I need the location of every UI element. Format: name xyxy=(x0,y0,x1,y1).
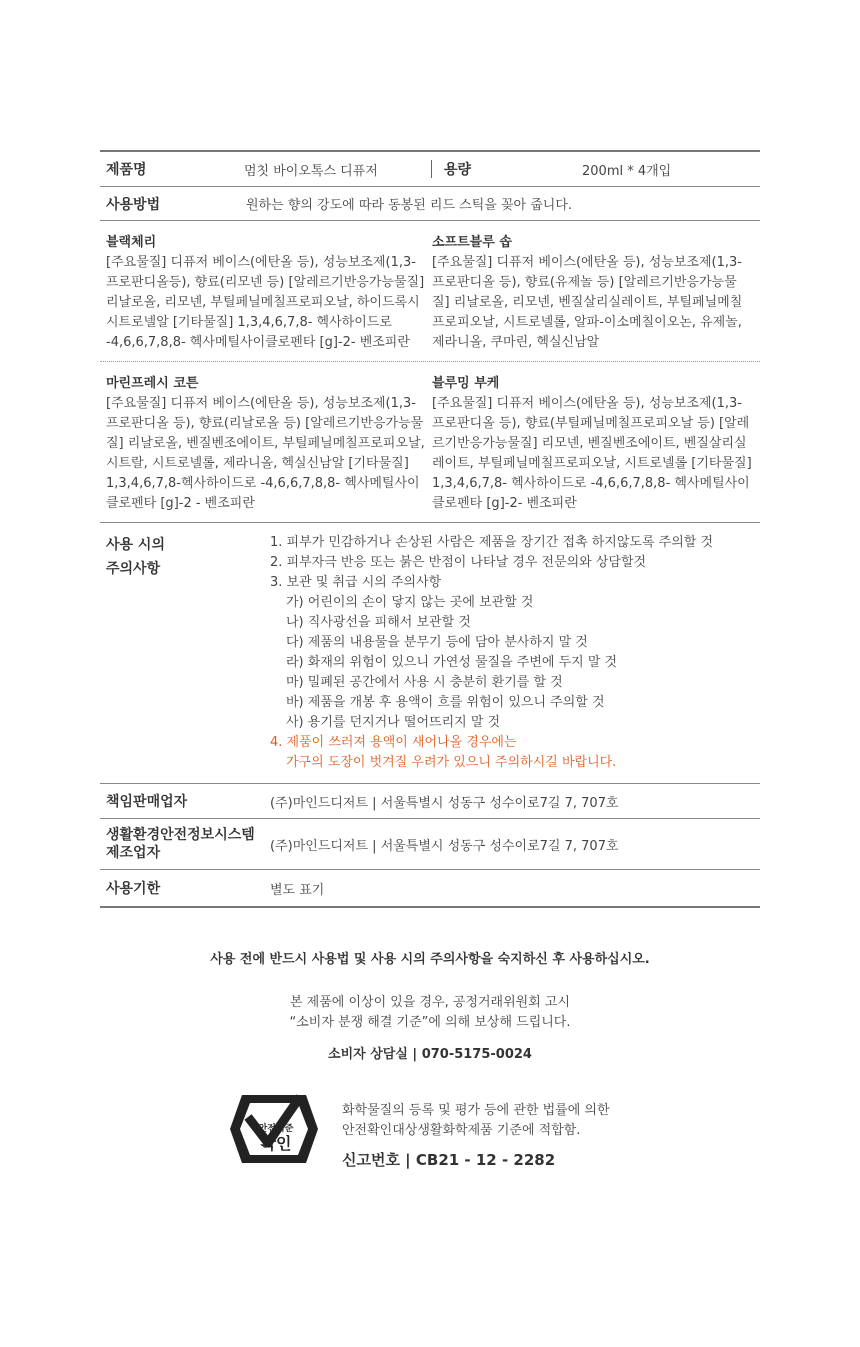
certification-line: 안전확인대상생활화학제품 기준에 적합함. xyxy=(342,1123,581,1138)
caution-list xyxy=(270,533,713,773)
ingredient-block-blooming-bouquet xyxy=(428,374,754,514)
product-info-table xyxy=(100,150,760,908)
caution-row xyxy=(100,523,760,784)
maker-value: (주)마인드디저트 | 서울특별시 성동구 성수이로7길 7, 707호 xyxy=(270,838,619,854)
ingredient-block-black-cherry xyxy=(106,233,428,353)
compensation-line: 본 제품에 이상이 있을 경우, 공정거래위원회 고시 xyxy=(289,995,571,1010)
maker-label-line: 제조업자 xyxy=(106,845,161,861)
badge-caption: 안전기준 xyxy=(258,1124,294,1134)
compensation-notice xyxy=(0,993,860,1033)
seller-row xyxy=(100,784,760,819)
certification-block xyxy=(228,1091,648,1171)
expiry-label: 사용기한 xyxy=(106,881,161,897)
certification-text xyxy=(342,1101,610,1141)
caution-sub-item: 바) 제품을 개봉 후 용액이 흐를 위험이 있으니 주의할 것 xyxy=(286,695,605,710)
caution-sub-item: 나) 직사광선을 피해서 보관할 것 xyxy=(286,615,471,630)
caution-item: 2. 피부자극 반응 또는 붉은 반점이 나타날 경우 전문의와 상담할것 xyxy=(270,555,647,570)
caution-sub-item: 사) 용기를 던지거나 떨어뜨리지 말 것 xyxy=(286,715,501,730)
product-name-value: 멈칫 바이오톡스 디퓨저 xyxy=(244,163,378,179)
ingredient-name: 블루밍 부케 xyxy=(432,376,500,391)
ingredient-list: [주요물질] 디퓨저 베이스(에탄올 등), 성능보조제(1,3-프로판디올 등), 향료(리날로올 등) [알레르기반응가능물질] 리날로올, 벤질벤조에이트, 부틸페닐메칠프로피오날, 시트랄, 시트로넬롤, 제라니올, 헥실신남알 [기타물질] 1,3,4,6,7,8-헥사하이드로 -4,6,6,7,8,8- 헥사메틸사이클로펜타 [g]-2 - 벤조피란 xyxy=(106,396,425,511)
product-name-label: 제품명 xyxy=(106,162,147,178)
caution-sub-item: 마) 밀폐된 공간에서 사용 시 충분히 환기를 할 것 xyxy=(286,675,563,690)
ingredient-name: 블랙체리 xyxy=(106,235,157,250)
usage-notice: 사용 전에 반드시 사용법 및 사용 시의 주의사항을 숙지하신 후 사용하십시오. xyxy=(210,952,650,967)
compensation-line: “소비자 분쟁 해결 기준”에 의해 보상해 드립니다. xyxy=(289,1015,571,1030)
usage-row xyxy=(100,187,760,221)
ingredients-row xyxy=(100,362,760,522)
ingredients-section xyxy=(100,221,760,523)
caution-label xyxy=(100,533,270,773)
ingredient-list: [주요물질] 디퓨저 베이스(에탄올 등), 성능보조제(1,3-프로판디올 등), 향료(부틸페닐메칠프로피오날 등) [알레르기반응가능물질] 리모넨, 벤질벤조에이트, 벤질살리실레이트, 부틸페닐메칠프로피오날, 시트로넬롤 [기타물질] 1,3,4,6,7,8- 헥사하이드로 -4,6,6,7,8,8- 헥사메틸사이클로펜타 [g]-2- 벤조피란 xyxy=(432,396,752,511)
caution-warning: 가구의 도장이 벗겨질 우려가 있으니 주의하시길 바랍니다. xyxy=(286,755,617,770)
ingredients-row xyxy=(100,221,760,362)
product-name-row xyxy=(100,150,760,187)
ingredient-list: [주요물질] 디퓨저 베이스(에탄올 등), 성능보조제(1,3-프로판디올등), 향료(리모넨 등) [알레르기반응가능물질] 리날로올, 리모넨, 부틸페닐메칠프로피오날, 하이드록시시트로넬알 [기타물질] 1,3,4,6,7,8- 헥사하이드로 -4,6,6,7,8,8- 헥사메틸사이클로펜타 [g]-2- 벤조피란 xyxy=(106,255,425,350)
caution-sub-item: 라) 화재의 위험이 있으니 가연성 물질을 주변에 두지 말 것 xyxy=(286,655,618,670)
caution-warning: 4. 제품이 쓰러져 용액이 새어나올 경우에는 xyxy=(270,735,517,750)
maker-label xyxy=(100,826,270,862)
volume-value: 200ml * 4개입 xyxy=(582,163,672,179)
caution-label-line: 사용 시의 xyxy=(106,537,165,553)
usage-value: 원하는 향의 강도에 따라 동봉된 리드 스틱을 꽂아 줍니다. xyxy=(246,198,573,213)
volume-label: 용량 xyxy=(444,162,472,178)
safety-check-badge-icon xyxy=(228,1091,320,1167)
seller-label: 책임판매업자 xyxy=(106,794,188,810)
ingredient-name: 소프트블루 솝 xyxy=(432,235,512,250)
badge-title: 확인 xyxy=(260,1134,292,1153)
caution-sub-item: 가) 어린이의 손이 닿지 않는 곳에 보관할 것 xyxy=(286,595,534,610)
expiry-value: 별도 표기 xyxy=(270,882,325,898)
maker-row xyxy=(100,819,760,870)
expiry-row xyxy=(100,870,760,908)
usage-label: 사용방법 xyxy=(106,196,161,213)
ingredient-block-soft-blue-soap xyxy=(428,233,754,353)
ingredient-list: [주요물질] 디퓨저 베이스(에탄올 등), 성능보조제(1,3-프로판디올 등), 향료(유제놀 등) [알레르기반응가능물질] 리날로올, 리모넨, 벤질살리실레이트, 부틸페닐메칠프로피오날, 시트로넬롤, 알파-이소메칠이오논, 유제놀, 제라니올, 쿠마린, 헥실신남알 xyxy=(432,255,743,350)
caution-label-line: 주의사항 xyxy=(106,561,161,577)
caution-item: 3. 보관 및 취급 시의 주의사항 xyxy=(270,575,442,590)
caution-item: 1. 피부가 민감하거나 손상된 사람은 제품을 장기간 접촉 하지않도록 주의할 것 xyxy=(270,535,714,550)
seller-value: (주)마인드디저트 | 서울특별시 성동구 성수이로7길 7, 707호 xyxy=(270,795,619,811)
ingredient-block-marine-fresh-cotton xyxy=(106,374,428,514)
ingredient-name: 마린프레시 코튼 xyxy=(106,376,199,391)
maker-label-line: 생활환경안전정보시스템 xyxy=(106,827,255,843)
caution-sub-item: 다) 제품의 내용물을 분무기 등에 담아 분사하지 말 것 xyxy=(286,635,588,650)
registration-number: 신고번호 | CB21 - 12 - 2282 xyxy=(342,1151,556,1169)
consumer-contact: 소비자 상담실 | 070-5175-0024 xyxy=(328,1047,532,1062)
certification-line: 화학물질의 등록 및 평가 등에 관한 법률에 의한 xyxy=(342,1103,610,1118)
